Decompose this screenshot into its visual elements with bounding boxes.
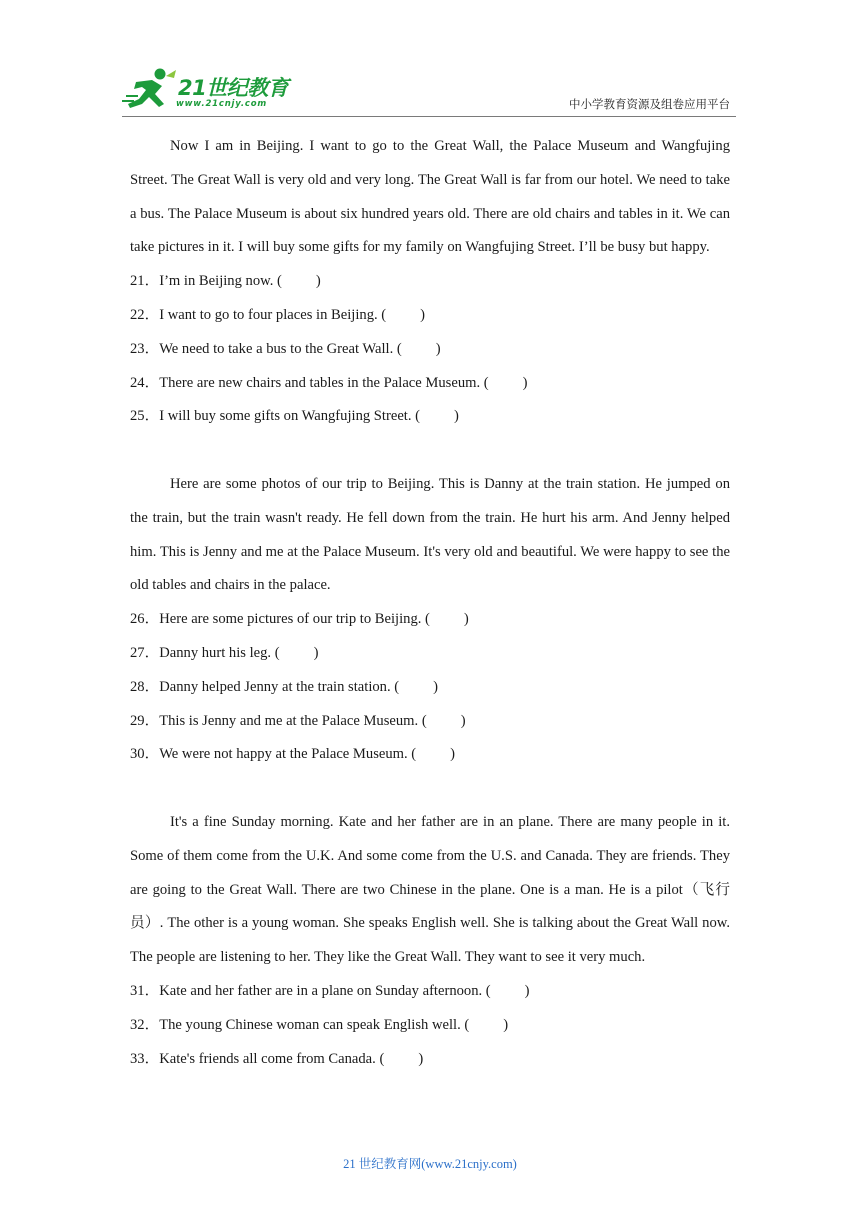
passage-3: It's a fine Sunday morning. Kate and her father are in an plane. There are many people in it. Some of them come from the U.K. And some come from the U.S. and Canada. They are friends. They are going to the Great Wall. There are two Chinese in the plane. One is a man. He is a pilot（飞行员）. The other is a young woman. She speaks English well. She is talking about the Great Wall now. The people are listening to her. They like the Great Wall. They want to see it very much.: [130, 813, 730, 966]
question-23: 23．We need to take a bus to the Great Wall. ( ): [130, 340, 441, 357]
question-33: 33．Kate's friends all come from Canada. ( ): [130, 1050, 424, 1067]
question-28: 28．Danny helped Jenny at the train station. ( ): [130, 678, 438, 695]
header-divider: [122, 116, 736, 117]
question-27: 27．Danny hurt his leg. ( ): [130, 644, 319, 661]
logo-url: www.21cnjy.com: [176, 99, 267, 109]
platform-label: 中小学教育资源及组卷应用平台: [569, 97, 730, 111]
question-24: 24．There are new chairs and tables in the Palace Museum. ( ): [130, 374, 528, 391]
spacer: [130, 772, 730, 806]
page-header: [0, 0, 860, 118]
question-31: 31．Kate and her father are in a plane on Sunday afternoon. ( ): [130, 982, 530, 999]
passage-2: Here are some photos of our trip to Beijing. This is Danny at the train station. He jumped on the train, but the train wasn't ready. He fell down from the train. He hurt his arm. And Jenny helped him. This is Jenny and me at the Palace Museum. It's very old and beautiful. We were happy to see the old tables and chairs in the palace.: [130, 475, 730, 594]
page-footer[interactable]: 21 世纪教育网(www.21cnjy.com): [343, 1157, 517, 1171]
runner-icon: [122, 66, 178, 114]
question-22: 22．I want to go to four places in Beijing. ( ): [130, 306, 426, 323]
spacer: [130, 434, 730, 468]
passage-1: Now I am in Beijing. I want to go to the Great Wall, the Palace Museum and Wangfujing Street. The Great Wall is very old and very long. The Great Wall is far from our hotel. We need to take a bus. The Palace Museum is about six hundred years old. There are old chairs and tables in it. We can take pictures in it. I will buy some gifts for my family on Wangfujing Street. I’ll be busy but happy.: [130, 138, 730, 256]
logo-text: 21世纪教育: [178, 76, 289, 100]
question-25: 25．I will buy some gifts on Wangfujing Street. ( ): [130, 408, 459, 425]
question-29: 29．This is Jenny and me at the Palace Museum. ( ): [130, 712, 466, 729]
question-30: 30．We were not happy at the Palace Museum. ( ): [130, 746, 456, 763]
logo: [122, 66, 292, 114]
question-32: 32．The young Chinese woman can speak English well. ( ): [130, 1016, 509, 1033]
question-26: 26．Here are some pictures of our trip to Beijing. ( ): [130, 611, 469, 628]
question-21: 21．I’m in Beijing now. ( ): [130, 273, 321, 290]
worksheet-content: [130, 130, 730, 1076]
